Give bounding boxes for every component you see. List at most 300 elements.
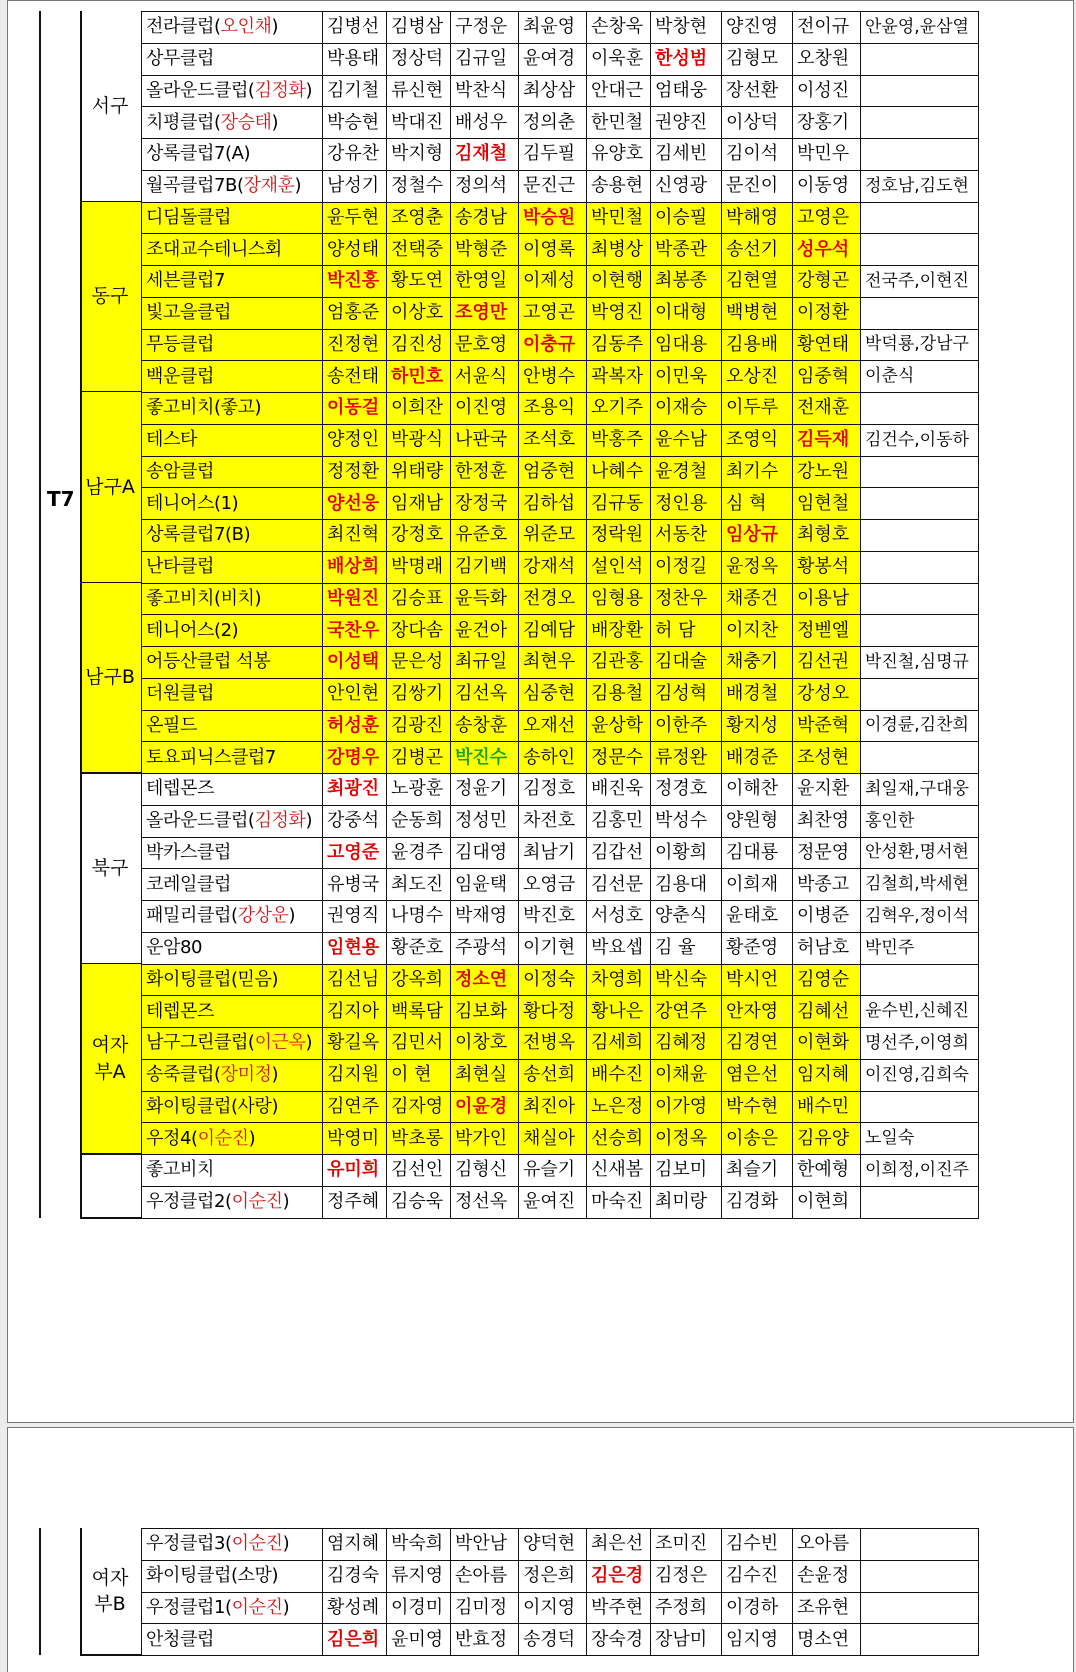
player-name: 백록담 [391, 1000, 444, 1022]
substitute-names: 노일숙 [865, 1128, 915, 1149]
player-cell [651, 297, 722, 329]
player-cell [451, 869, 519, 901]
player-cell [587, 1592, 651, 1624]
player-cell [387, 805, 451, 837]
player-cell [793, 805, 861, 837]
player-name: 강재석 [523, 556, 576, 578]
player-name: 염지혜 [327, 1533, 380, 1555]
player-cell [587, 647, 651, 679]
player-name: 이경미 [391, 1596, 444, 1618]
club-name: 박카스클럽 [146, 841, 231, 863]
player-name: 최찬영 [797, 810, 850, 832]
player-name: 박해영 [726, 206, 779, 228]
club-name: 송죽클럽( [146, 1064, 221, 1086]
club-captain: 장미정 [220, 1064, 272, 1086]
player-cell [587, 805, 651, 837]
player-name: 황도연 [391, 270, 444, 292]
club-paren-close: ) [282, 1596, 290, 1618]
substitute-cell [861, 964, 979, 996]
player-name: 이용남 [797, 587, 850, 609]
player-cell [451, 139, 519, 171]
player-name: 이송은 [726, 1127, 779, 1149]
substitute-cell [861, 1155, 979, 1187]
table-row [142, 774, 979, 806]
substitute-names: 이진영,김희숙 [865, 1064, 969, 1085]
player-cell [722, 488, 793, 520]
player-name: 순동희 [391, 810, 444, 832]
player-name: 강성오 [797, 683, 850, 705]
substitute-names: 홍인한 [865, 810, 915, 831]
club-name-cell [142, 75, 323, 107]
player-name: 서성호 [591, 905, 644, 927]
player-cell [451, 996, 519, 1028]
player-cell [587, 75, 651, 107]
club-name: 온필드 [146, 714, 197, 736]
player-name: 박준혁 [797, 714, 850, 736]
player-name: 송경덕 [523, 1628, 576, 1650]
player-name: 이욱훈 [591, 48, 644, 70]
table-row [142, 647, 979, 679]
player-name: 이현행 [591, 270, 644, 292]
club-name-cell [142, 551, 323, 583]
club-name: 화이팅클럽(믿음) [146, 968, 279, 990]
player-cell [451, 1624, 519, 1656]
player-name: 김보화 [455, 1000, 508, 1022]
player-cell [519, 869, 587, 901]
player-cell [793, 1186, 861, 1218]
player-cell [387, 1123, 451, 1155]
player-cell [519, 1155, 587, 1187]
player-cell [793, 75, 861, 107]
player-cell [722, 107, 793, 139]
club-name-cell [142, 393, 323, 425]
player-name: 최봉종 [655, 270, 708, 292]
substitute-cell [861, 170, 979, 202]
player-name: 김용대 [655, 873, 708, 895]
table-row [142, 1186, 979, 1218]
table-row [142, 678, 979, 710]
district-label [80, 474, 140, 501]
club-name-cell [142, 1123, 323, 1155]
player-cell [451, 520, 519, 552]
club-name: 우정클럽3( [146, 1533, 232, 1555]
player-name: 박창현 [655, 16, 708, 38]
table-row [142, 393, 979, 425]
player-cell [793, 1624, 861, 1656]
player-cell [793, 43, 861, 75]
player-cell [587, 107, 651, 139]
player-cell [451, 615, 519, 647]
player-cell [451, 837, 519, 869]
club-name-cell [142, 488, 323, 520]
club-paren-close: ) [288, 905, 296, 927]
player-name: 문진근 [523, 175, 576, 197]
player-cell [387, 1091, 451, 1123]
substitute-cell [861, 1186, 979, 1218]
player-cell [387, 43, 451, 75]
player-cell [323, 647, 387, 679]
player-cell [323, 932, 387, 964]
player-name: 최슬기 [726, 1159, 779, 1181]
player-name: 이병준 [797, 905, 850, 927]
player-name: 임지영 [726, 1628, 779, 1650]
club-name-cell [142, 297, 323, 329]
player-name: 김규일 [455, 48, 508, 70]
player-name: 노광훈 [391, 778, 444, 800]
player-name: 양덕현 [523, 1533, 576, 1555]
table-row [142, 901, 979, 933]
player-cell [587, 615, 651, 647]
player-name: 이윤경 [455, 1095, 508, 1117]
club-name: 좋고비치 [146, 1159, 214, 1181]
player-cell [323, 1624, 387, 1656]
club-paren-close: ) [271, 111, 279, 133]
player-cell [587, 901, 651, 933]
player-name: 정의석 [455, 175, 508, 197]
player-cell [651, 932, 722, 964]
club-name-cell [142, 202, 323, 234]
player-name: 최미랑 [655, 1191, 708, 1213]
player-name: 송전태 [327, 365, 380, 387]
player-cell [451, 170, 519, 202]
substitute-cell [861, 742, 979, 774]
player-name: 이동걸 [327, 397, 380, 419]
player-name: 정의춘 [523, 111, 576, 133]
player-cell [793, 520, 861, 552]
player-cell [451, 710, 519, 742]
player-cell [587, 361, 651, 393]
district-separator [80, 1153, 141, 1155]
club-name-cell [142, 43, 323, 75]
player-cell [651, 647, 722, 679]
player-cell [519, 1529, 587, 1561]
player-cell [519, 901, 587, 933]
player-name: 임현철 [797, 492, 850, 514]
player-cell [323, 139, 387, 171]
substitute-cell [861, 710, 979, 742]
player-cell [722, 1155, 793, 1187]
club-name: 빛고을클럽 [146, 302, 231, 324]
player-name: 장선환 [726, 79, 779, 101]
player-name: 김병선 [327, 16, 380, 38]
substitute-cell [861, 1091, 979, 1123]
player-cell [387, 12, 451, 44]
player-cell [387, 742, 451, 774]
substitute-names: 김철희,박세현 [865, 874, 969, 895]
player-name: 이영록 [523, 238, 576, 260]
player-name: 권양진 [655, 111, 708, 133]
table-row [142, 107, 979, 139]
player-name: 박재영 [455, 905, 508, 927]
player-name: 문호영 [455, 333, 508, 355]
player-cell [651, 1186, 722, 1218]
player-name: 김쌍기 [391, 683, 444, 705]
player-cell [651, 139, 722, 171]
player-cell [722, 424, 793, 456]
player-name: 조유현 [797, 1596, 850, 1618]
player-cell [793, 551, 861, 583]
player-cell [722, 12, 793, 44]
player-cell [387, 1155, 451, 1187]
player-name: 이지영 [523, 1596, 576, 1618]
player-name: 이희잔 [391, 397, 444, 419]
club-name-cell [142, 1091, 323, 1123]
player-name: 황다정 [523, 1000, 576, 1022]
player-cell [793, 234, 861, 266]
club-name-cell [142, 1529, 323, 1561]
player-cell [651, 266, 722, 298]
player-name: 유양호 [591, 143, 644, 165]
player-cell [722, 1529, 793, 1561]
player-name: 양성태 [327, 238, 380, 260]
player-cell [651, 1560, 722, 1592]
player-cell [651, 1123, 722, 1155]
player-name: 김용배 [726, 333, 779, 355]
player-cell [587, 424, 651, 456]
player-name: 장정국 [455, 492, 508, 514]
player-name: 윤경주 [391, 841, 444, 863]
player-name: 성우석 [797, 238, 850, 260]
table-row [142, 43, 979, 75]
club-name: 좋고비치(비치) [146, 587, 262, 609]
club-name-cell [142, 964, 323, 996]
player-name: 황준호 [391, 937, 444, 959]
player-cell [323, 75, 387, 107]
player-cell [651, 1155, 722, 1187]
player-name: 정벧엘 [797, 619, 850, 641]
table-row [142, 1529, 979, 1561]
player-cell [323, 202, 387, 234]
player-cell [651, 12, 722, 44]
player-name: 이정환 [797, 302, 850, 324]
player-name: 최현실 [455, 1064, 508, 1086]
substitute-cell [861, 837, 979, 869]
player-cell [793, 12, 861, 44]
player-name: 김수빈 [726, 1533, 779, 1555]
player-name: 조영만 [455, 302, 508, 324]
player-cell [323, 837, 387, 869]
table-row [142, 488, 979, 520]
club-captain: 강상운 [237, 905, 289, 927]
player-name: 정찬우 [655, 587, 708, 609]
player-cell [451, 297, 519, 329]
player-cell [323, 43, 387, 75]
player-name: 최은선 [591, 1533, 644, 1555]
player-cell [323, 1091, 387, 1123]
table-row [142, 424, 979, 456]
player-cell [387, 361, 451, 393]
player-cell [323, 805, 387, 837]
player-name: 윤득화 [455, 587, 508, 609]
club-name: 디딤돌클럽 [146, 206, 231, 228]
substitute-names: 이경륜,김찬희 [865, 715, 969, 736]
table-row [142, 996, 979, 1028]
player-name: 손아름 [455, 1565, 508, 1587]
table-row [142, 202, 979, 234]
table-row [142, 805, 979, 837]
player-name: 오상진 [726, 365, 779, 387]
player-name: 강명우 [327, 746, 380, 768]
player-name: 김경숙 [327, 1565, 380, 1587]
player-cell [793, 742, 861, 774]
player-cell [387, 170, 451, 202]
player-cell [387, 202, 451, 234]
player-name: 황나은 [591, 1000, 644, 1022]
player-name: 강옥희 [391, 968, 444, 990]
player-name: 이경하 [726, 1596, 779, 1618]
player-name: 안대근 [591, 79, 644, 101]
player-cell [793, 297, 861, 329]
player-name: 심 혁 [726, 492, 767, 514]
substitute-names: 이춘식 [865, 366, 915, 387]
club-name: 어등산클럽 석봉 [146, 651, 271, 673]
player-cell [722, 1091, 793, 1123]
player-cell [387, 1560, 451, 1592]
player-name: 정문영 [797, 841, 850, 863]
player-name: 장다솜 [391, 619, 444, 641]
table-row [142, 615, 979, 647]
player-cell [722, 710, 793, 742]
table-row [142, 1091, 979, 1123]
player-name: 배성우 [455, 111, 508, 133]
player-name: 김세빈 [655, 143, 708, 165]
player-name: 이 현 [391, 1064, 432, 1086]
player-cell [587, 1028, 651, 1060]
player-cell [651, 107, 722, 139]
player-cell [451, 1560, 519, 1592]
player-cell [519, 742, 587, 774]
player-cell [451, 1155, 519, 1187]
player-cell [451, 678, 519, 710]
player-cell [323, 678, 387, 710]
player-cell [651, 742, 722, 774]
player-cell [651, 964, 722, 996]
substitute-cell [861, 678, 979, 710]
roster-table [141, 392, 979, 584]
player-cell [387, 424, 451, 456]
player-cell [387, 710, 451, 742]
player-name: 전택중 [391, 238, 444, 260]
player-name: 강연주 [655, 1000, 708, 1022]
table-row [142, 710, 979, 742]
player-name: 김예담 [523, 619, 576, 641]
player-cell [651, 710, 722, 742]
player-cell [519, 1028, 587, 1060]
player-name: 김은경 [591, 1565, 644, 1587]
player-name: 정정환 [327, 460, 380, 482]
player-cell [451, 742, 519, 774]
player-cell [323, 1155, 387, 1187]
player-cell [722, 1186, 793, 1218]
player-name: 김규동 [591, 492, 644, 514]
player-name: 허 담 [655, 619, 696, 641]
club-name: 패밀리클럽( [146, 905, 238, 927]
player-name: 김갑선 [591, 841, 644, 863]
player-cell [323, 964, 387, 996]
player-cell [587, 742, 651, 774]
player-cell [722, 361, 793, 393]
player-cell [651, 43, 722, 75]
district-label-line: 북구 [91, 856, 129, 879]
player-cell [793, 996, 861, 1028]
player-name: 신영광 [655, 175, 708, 197]
player-cell [793, 488, 861, 520]
player-name: 이정숙 [523, 968, 576, 990]
club-name-cell [142, 774, 323, 806]
district-label-line: 여자 [91, 1034, 129, 1057]
club-name: 화이팅클럽(소망) [146, 1565, 279, 1587]
player-name: 최광진 [327, 778, 380, 800]
player-name: 류신현 [391, 79, 444, 101]
player-name: 박초롱 [391, 1127, 444, 1149]
player-cell [793, 615, 861, 647]
player-cell [587, 837, 651, 869]
table-row [142, 234, 979, 266]
player-cell [519, 170, 587, 202]
player-cell [451, 1028, 519, 1060]
player-cell [519, 1624, 587, 1656]
club-name-cell [142, 520, 323, 552]
player-cell [722, 551, 793, 583]
player-cell [387, 964, 451, 996]
player-cell [323, 520, 387, 552]
player-name: 김선권 [797, 651, 850, 673]
player-cell [519, 1123, 587, 1155]
player-name: 배상희 [327, 556, 380, 578]
player-cell [722, 805, 793, 837]
player-cell [519, 361, 587, 393]
player-cell [651, 1091, 722, 1123]
player-name: 양정인 [327, 429, 380, 451]
roster-table [141, 773, 979, 965]
player-name: 윤두현 [327, 206, 380, 228]
club-name-cell [142, 329, 323, 361]
player-name: 선승희 [591, 1127, 644, 1149]
table-row [142, 1028, 979, 1060]
substitute-cell [861, 1624, 979, 1656]
district-label-line: 여자 [91, 1566, 129, 1589]
player-cell [651, 202, 722, 234]
player-name: 엄태웅 [655, 79, 708, 101]
player-name: 국찬우 [327, 619, 380, 641]
player-name: 정소연 [455, 968, 508, 990]
player-name: 장홍기 [797, 111, 850, 133]
table-row [142, 742, 979, 774]
player-name: 고영준 [327, 841, 380, 863]
player-name: 양원형 [726, 810, 779, 832]
player-name: 박명래 [391, 556, 444, 578]
player-name: 임재남 [391, 492, 444, 514]
player-cell [451, 107, 519, 139]
table-row [142, 520, 979, 552]
player-name: 박지형 [391, 143, 444, 165]
player-cell [587, 964, 651, 996]
player-cell [519, 202, 587, 234]
player-cell [519, 805, 587, 837]
substitute-cell [861, 647, 979, 679]
player-name: 임지혜 [797, 1064, 850, 1086]
player-cell [519, 1592, 587, 1624]
table-row [142, 932, 979, 964]
club-name-cell [142, 424, 323, 456]
player-name: 송용현 [591, 175, 644, 197]
player-cell [722, 774, 793, 806]
player-name: 고영은 [797, 206, 850, 228]
player-name: 한예형 [797, 1159, 850, 1181]
player-cell [651, 170, 722, 202]
player-name: 김재철 [455, 143, 508, 165]
player-cell [722, 901, 793, 933]
